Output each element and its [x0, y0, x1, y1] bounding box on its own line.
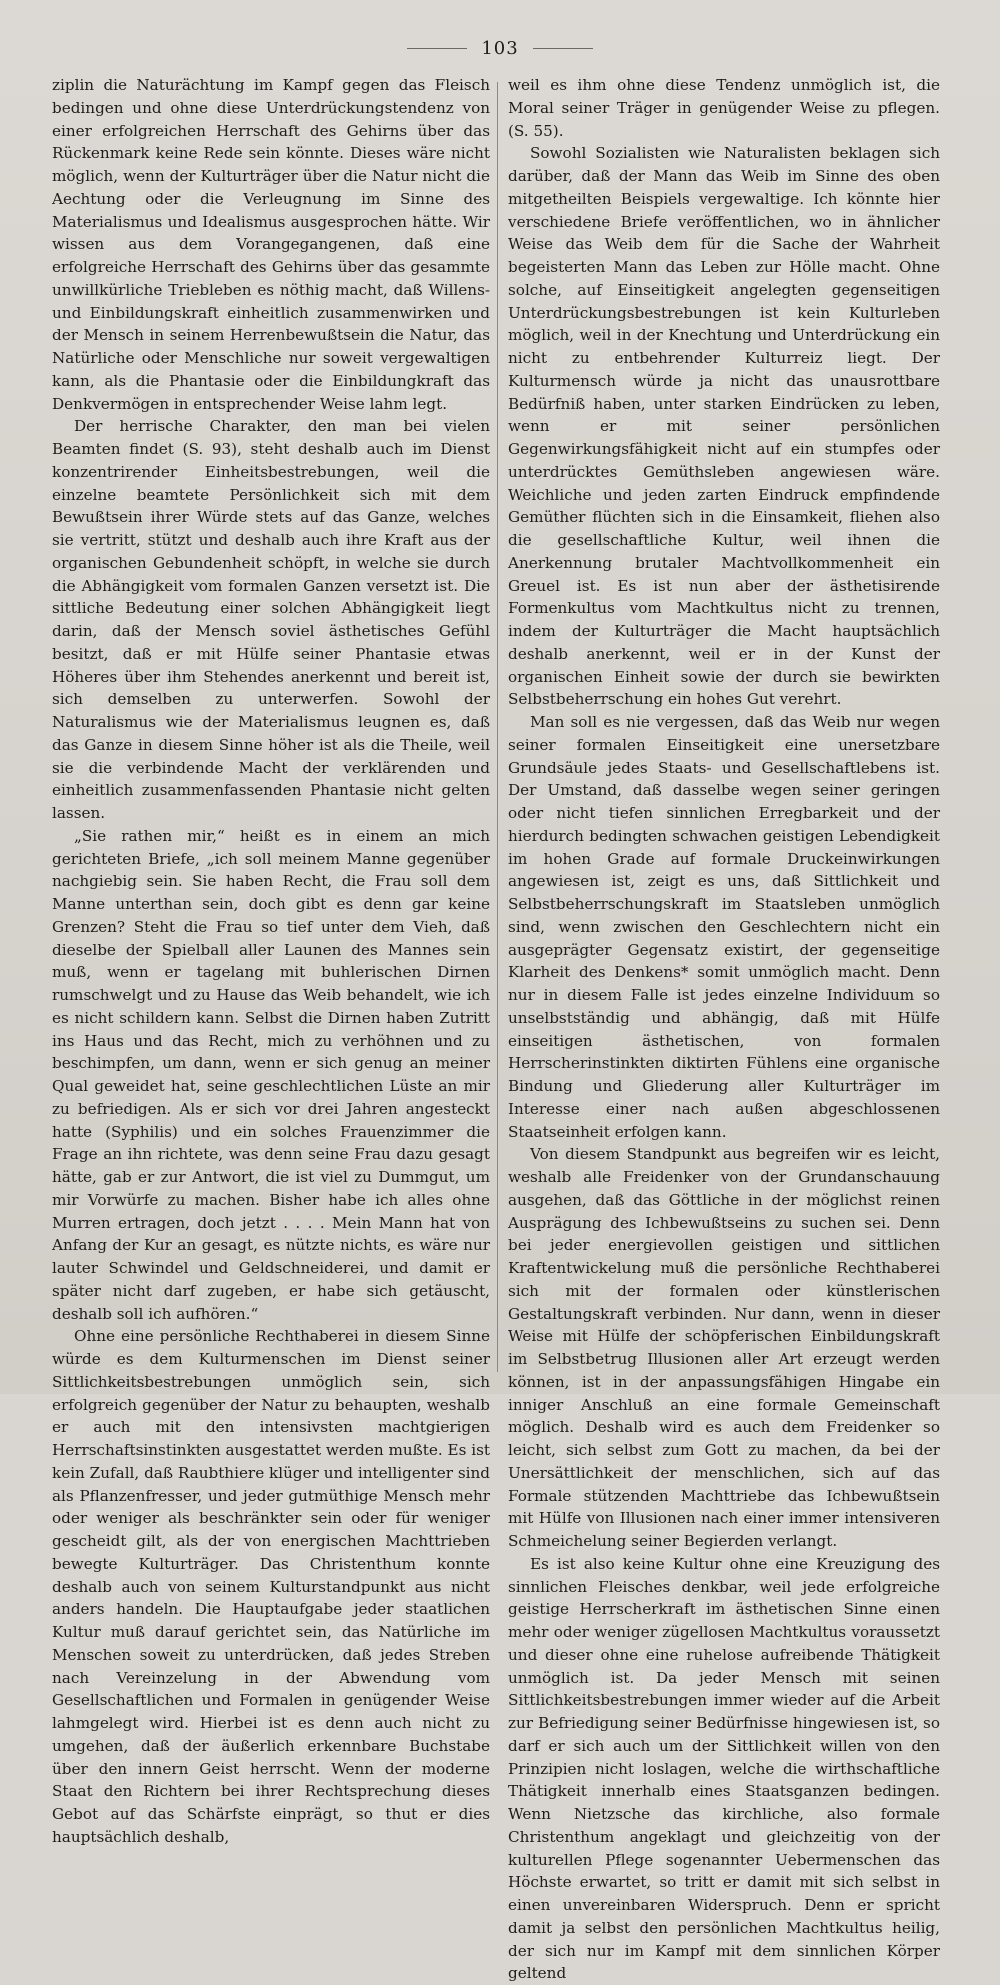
paragraph: Man soll es nie vergessen, daß das Weib nur wegen seiner formalen Einseitigkeit eine unersetzbare Grundsäule jedes Staats- und Gesellschaftlebens ist. Der Umstand, daß dasselbe wegen seiner geringen oder nicht tiefen sinnlichen Erregbarkeit und der hierdurch bedingten schwachen geistigen Lebendigkeit im hohen Grade auf formale Druckeinwirkungen angewiesen ist, zeigt es uns, daß Sittlichkeit und Selbstbeherrschungskraft im Staatsleben unmöglich sind, wenn zwischen den Geschlechtern nicht ein ausgeprägter Gegensatz existirt, der gegenseitige Klarheit des Denkens* somit unmöglich macht. Denn nur in diesem Falle ist jedes einzelne Individuum so unselbstständig und abhängig, daß mit Hülfe einseitigen ästhetischen, von formalen Herrscherinstinkten diktirten Fühlens eine organische Bindung und Gliederung aller Kulturträger im Interesse einer nach außen abgeschlossenen Staatseinheit erfolgen kann. — [508, 713, 940, 1141]
header-rule-right — [533, 48, 593, 49]
column-divider — [497, 82, 498, 1372]
paragraph: Von diesem Standpunkt aus begreifen wir es leicht, weshalb alle Freidenker von der Grundanschauung ausgehen, daß das Göttliche in der möglichst reinen Ausprägung des Ichbewußtseins zu suchen sei. Denn bei jeder energievollen geistigen und sittlichen Kraftentwickelung muß die persönliche Rechthaberei sich mit der formalen oder künstlerischen Gestaltungskraft verbinden. Nur dann, wenn in dieser Weise mit Hülfe der schöpferischen Einbildungskraft im Selbstbetrug Illusionen aller Art erzeugt werden können, ist in der anpassungsfähigen Hingabe ein inniger Anschluß an eine formale Gemeinschaft möglich. Deshalb wird es auch dem Freidenker so leicht, sich selbst zum Gott zu machen, da bei der Unersättlichkeit der menschlichen, sich auf das Formale stützenden Machttriebe das Ichbewußtsein mit Hülfe von Illusionen nach einer immer intensiveren Schmeichelung seiner Begierden verlangt. — [508, 1145, 940, 1550]
paragraph: Sowohl Sozialisten wie Naturalisten beklagen sich darüber, daß der Mann das Weib im Sinne des oben mitgetheilten Beispiels vergewaltige. Ich könnte hier verschiedene Briefe veröffentlichen, wo in ähnlicher Weise das Weib dem für die Sache der Wahrheit begeisterten Mann das Leben zur Hölle macht. Ohne solche, auf Einseitigkeit angelegten gegenseitigen Unterdrückungsbestrebungen ist kein Kulturleben möglich, weil in der Knechtung und Unterdrückung ein nicht zu entbehrender Kulturreiz liegt. Der Kulturmensch würde ja nicht das unausrottbare Bedürfniß haben, unter starken Eindrücken zu leben, wenn er mit seiner persönlichen Gegenwirkungsfähigkeit nicht auf ein stumpfes oder unterdrücktes Gemüthsleben angewiesen wäre. Weichliche und jeden zarten Eindruck empfindende Gemüther flüchten sich in die Einsamkeit, fliehen also die gesellschaftliche Kultur, weil ihnen die Anerkennung brutaler Machtvollkommenheit ein Greuel ist. Es ist nun aber der ästhetisirende Formenkultus vom Machtkultus nicht zu trennen, indem der Kulturträger die Macht hauptsächlich deshalb anerkennt, weil er in der Kunst der organischen Einheit sowie der durch sie bewirkten Selbstbeherrschung ein hohes Gut verehrt. — [508, 144, 940, 709]
paragraph: weil es ihm ohne diese Tendenz unmöglich ist, die Moral seiner Träger in genügender Weise zu pflegen. (S. 55). — [508, 76, 940, 140]
page-header — [0, 38, 1000, 59]
paragraph: Es ist also keine Kultur ohne eine Kreuzigung des sinnlichen Fleisches denkbar, weil jede erfolgreiche geistige Herrscherkraft im ästhetischen Sinne einen mehr oder weniger zügellosen Machtkultus voraussetzt und dieser ohne eine ruhelose aufreibende Thätigkeit unmöglich ist. Da jeder Mensch mit seinen Sittlichkeitsbestrebungen immer wieder auf die Arbeit zur Befriedigung seiner Bedürfnisse hingewiesen ist, so darf er sich auch um der Sittlichkeit willen von den Prinzipien nicht loslagen, welche die wirthschaftliche Thätigkeit innerhalb eines Staatsganzen bedingen. Wenn Nietzsche das kirchliche, also formale Christenthum angeklagt und gleichzeitig von der kulturellen Pflege sogenannter Uebermenschen das Höchste erwartet, so tritt er damit mit sich selbst in einen unvereinbaren Widerspruch. Denn er spricht damit ja selbst den persönlichen Machtkultus heilig, der sich nur im Kampf mit dem sinnlichen Körper geltend — [508, 1554, 940, 1983]
page-number: 103 — [481, 38, 519, 59]
paragraph: Der herrische Charakter, den man bei vielen Beamten findet (S. 93), steht deshalb auch im Dienst konzentrirender Einheitsbestrebungen, weil die einzelne beamtete Persönlichkeit sich mit dem Bewußtsein ihrer Würde stets auf das Ganze, welches sie vertritt, stützt und deshalb auch ihre Kraft aus der organischen Gebundenheit schöpft, in welche sie durch die Abhängigkeit vom formalen Ganzen versetzt ist. Die sittliche Bedeutung einer solchen Abhängigkeit liegt darin, daß der Mensch soviel ästhetisches Gefühl besitzt, daß er mit Hülfe seiner Phantasie etwas Höheres über ihm Stehendes anerkennt und bereit ist, sich demselben zu unterwerfen. Sowohl der Naturalismus wie der Materialismus leugnen es, daß das Ganze in diesem Sinne höher ist als die Theile, weil sie die verbindende Macht der verklärenden und einheitlich zusammenfassenden Phantasie nicht gelten lassen. — [52, 417, 490, 822]
paragraph: Ohne eine persönliche Rechthaberei in diesem Sinne würde es dem Kulturmenschen im Dienst seiner Sittlichkeitsbestrebungen unmöglich sein, sich erfolgreich gegenüber der Natur zu behaupten, weshalb er auch mit den intensivsten machtgierigen Herrschaftsinstinkten ausgestattet werden mußte. Es ist kein Zufall, daß Raubthiere klüger und intelligenter sind als Pflanzenfresser, und jeder gutmüthige Mensch mehr oder weniger als beschränkter sein oder für weniger gescheidt gilt, als der von energischen Machttrieben bewegte Kulturträger. Das Christenthum konnte deshalb auch von seinem Kulturstandpunkt aus nicht anders handeln. Die Hauptaufgabe jeder staatlichen Kultur muß darauf gerichtet sein, das Natürliche im Menschen soweit zu unterdrücken, daß jedes Streben nach Vereinzelung in der Abwendung vom Gesellschaftlichen und Formalen in genügender Weise lahmgelegt wird. Hierbei ist es denn auch nicht zu umgehen, daß der äußerlich erkennbare Buchstabe über den innern Geist herrscht. Wenn der moderne Staat den Richtern bei ihrer Rechtsprechung dieses Gebot auf das Schärfste einprägt, so thut er dies hauptsächlich deshalb, — [52, 1327, 491, 1846]
paragraph: ziplin die Naturächtung im Kampf gegen das Fleisch bedingen und ohne diese Unterdrückungstendenz von einer erfolgreichen Herrschaft des Gehirns über das Rückenmark keine Rede sein könnte. Dieses wäre nicht möglich, wenn der Kulturträger über die Natur nicht die Aechtung oder die Verleugnung im Sinne des Materialismus und Idealismus ausgesprochen hätte. Wir wissen aus dem Vorangegangenen, daß eine erfolgreiche Herrschaft des Gehirns über das gesammte unwillkürliche Triebleben es nöthig macht, daß Willens- und Einbildungskraft einheitlich zusammenwirken und der Mensch in seinem Herrenbewußtsein die Natur, das Natürliche oder Menschliche nur soweit vergewaltigen kann, als die Phantasie oder die Einbildungkraft das Denkvermögen in entsprechender Weise lahm legt. — [52, 76, 490, 413]
header-rule-left — [407, 48, 467, 49]
right-column — [508, 74, 940, 1983]
paragraph: „Sie rathen mir,“ heißt es in einem an mich gerichteten Briefe, „ich soll meinem Manne gegenüber nachgiebig sein. Sie haben Recht, die Frau soll dem Manne unterthan sein, doch gibt es denn gar keine Grenzen? Steht die Frau so tief unter dem Vieh, daß dieselbe der Spielball aller Launen des Mannes sein muß, wenn er tagelang mit buhlerischen Dirnen rumschwelgt und zu Hause das Weib behandelt, wie ich es nicht schildern kann. Selbst die Dirnen haben Zutritt ins Haus und das Recht, mich zu verhöhnen und zu beschimpfen, um dann, wenn er sich genug an meiner Qual geweidet hat, seine geschlechtlichen Lüste an mir zu befriedigen. Als er sich vor drei Jahren angesteckt hatte (Syphilis) und ein solches Frauenzimmer die Frage an ihn richtete, was denn seine Frau dazu gesagt hätte, gab er zur Antwort, die ist viel zu Dummgut, um mir Vorwürfe zu machen. Bisher habe ich alles ohne Murren ertragen, doch jetzt . . . . Mein Mann hat von Anfang der Kur an gesagt, es nützte nichts, es wäre nur lauter Schwindel und Geldschneiderei, und damit er später nicht darf zugeben, er habe sich getäuscht, deshalb soll ich aufhören.“ — [52, 826, 490, 1323]
left-column — [52, 74, 491, 1846]
